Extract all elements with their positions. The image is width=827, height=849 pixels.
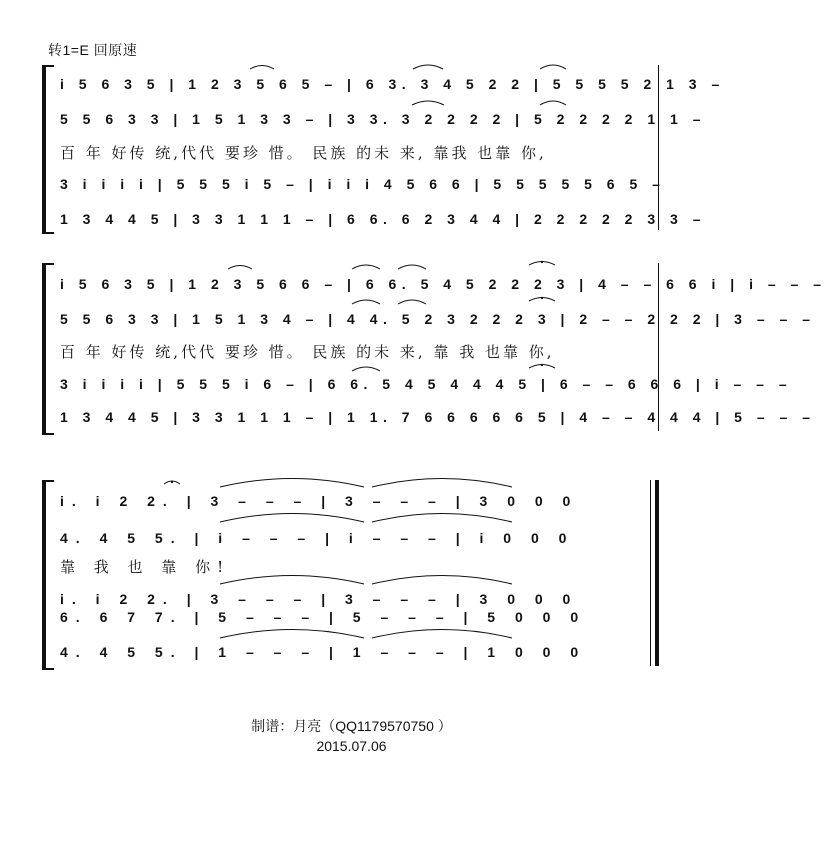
tie-mark xyxy=(220,514,364,523)
slur-mark xyxy=(398,265,426,269)
date-line: 2015.07.06 xyxy=(316,738,387,754)
tie-mark xyxy=(372,514,512,523)
system-bracket xyxy=(42,480,54,670)
system-bracket xyxy=(42,263,54,435)
tie-mark xyxy=(372,479,512,488)
tenor-line: 3 i i i i | 5 5 5 i 5 – | i i i 4 5 6 6 | 5 5 5 5 5 6 5 – xyxy=(60,176,666,192)
slur-mark xyxy=(352,367,380,371)
fermata-mark xyxy=(164,481,180,484)
bass-line: 4. 4 5 5. | 1 – – – | 1 – – – | 1 0 0 0 xyxy=(60,644,587,660)
credit-line: 制谱：月亮（QQ1179570750 ） xyxy=(251,718,452,734)
tie-mark xyxy=(372,630,512,639)
end-barline xyxy=(658,65,659,230)
final-thin-barline xyxy=(650,480,651,666)
end-barline xyxy=(658,263,659,431)
soprano-line: i. i 2 2. | 3 – – – | 3 – – – | 3 0 0 0 xyxy=(60,493,579,509)
bass-line: 1 3 4 4 5 | 3 3 1 1 1 – | 1 1. 7 6 6 6 6 6 5 | 4 – – 4 4 4 | 5 – – – xyxy=(60,409,816,425)
slur-mark xyxy=(540,65,566,69)
fermata-mark xyxy=(529,365,555,369)
key-change-header: 转1=E 回原速 xyxy=(48,42,138,58)
slur-mark xyxy=(540,101,566,105)
alto-line: 5 5 6 3 3 | 1 5 1 3 3 – | 3 3. 3 2 2 2 2 | 5 2 2 2 2 1 1 – xyxy=(60,111,706,127)
lyrics-line: 百 年 好传 统,代代 要珍 惜。 民族 的未 来, 靠 我 也靠 你, xyxy=(60,343,555,361)
system-bracket xyxy=(42,65,54,234)
final-barline xyxy=(655,480,659,666)
slur-mark xyxy=(352,265,380,269)
tie-mark xyxy=(220,479,364,488)
tie-mark xyxy=(220,630,364,639)
fermata-mark xyxy=(529,298,555,302)
slur-mark xyxy=(398,300,426,304)
bass-line: 1 3 4 4 5 | 3 3 1 1 1 – | 6 6. 6 2 3 4 4 | 2 2 2 2 2 3 3 – xyxy=(60,211,706,227)
slur-mark xyxy=(250,66,274,70)
lyrics-line: 靠 我 也 靠 你! xyxy=(60,558,231,576)
slur-mark xyxy=(412,101,444,105)
slur-mark xyxy=(228,266,252,270)
fermata-mark xyxy=(529,262,555,266)
alto-line: 4. 4 5 5. | i – – – | i – – – | i 0 0 0 xyxy=(60,530,575,546)
soprano-line: i 5 6 3 5 | 1 2 3 5 6 6 – | 6 6. 5 4 5 2 2 2 3 | 4 – – 6 6 i | i – – – xyxy=(60,276,827,292)
soprano-line: i 5 6 3 5 | 1 2 3 5 6 5 – | 6 3. 3 4 5 2 2 | 5 5 5 5 2 1 3 – xyxy=(60,76,725,92)
tenor-upper-line: i. i 2 2. | 3 – – – | 3 – – – | 3 0 0 0 xyxy=(60,591,579,607)
alto-line: 5 5 6 3 3 | 1 5 1 3 4 – | 4 4. 5 2 3 2 2 2 3 | 2 – – 2 2 2 | 3 – – – xyxy=(60,311,816,327)
tenor-line: 3 i i i i | 5 5 5 i 6 – | 6 6. 5 4 5 4 4 4 5 | 6 – – 6 6 6 | i – – – xyxy=(60,376,793,392)
tie-mark xyxy=(372,576,512,585)
tie-mark xyxy=(220,576,364,585)
tenor-lower-line: 6. 6 7 7. | 5 – – – | 5 – – – | 5 0 0 0 xyxy=(60,609,587,625)
lyrics-line: 百 年 好传 统,代代 要珍 惜。 民族 的未 来, 靠我 也靠 你, xyxy=(60,144,547,162)
slur-mark xyxy=(352,300,380,304)
slur-mark xyxy=(413,65,443,69)
